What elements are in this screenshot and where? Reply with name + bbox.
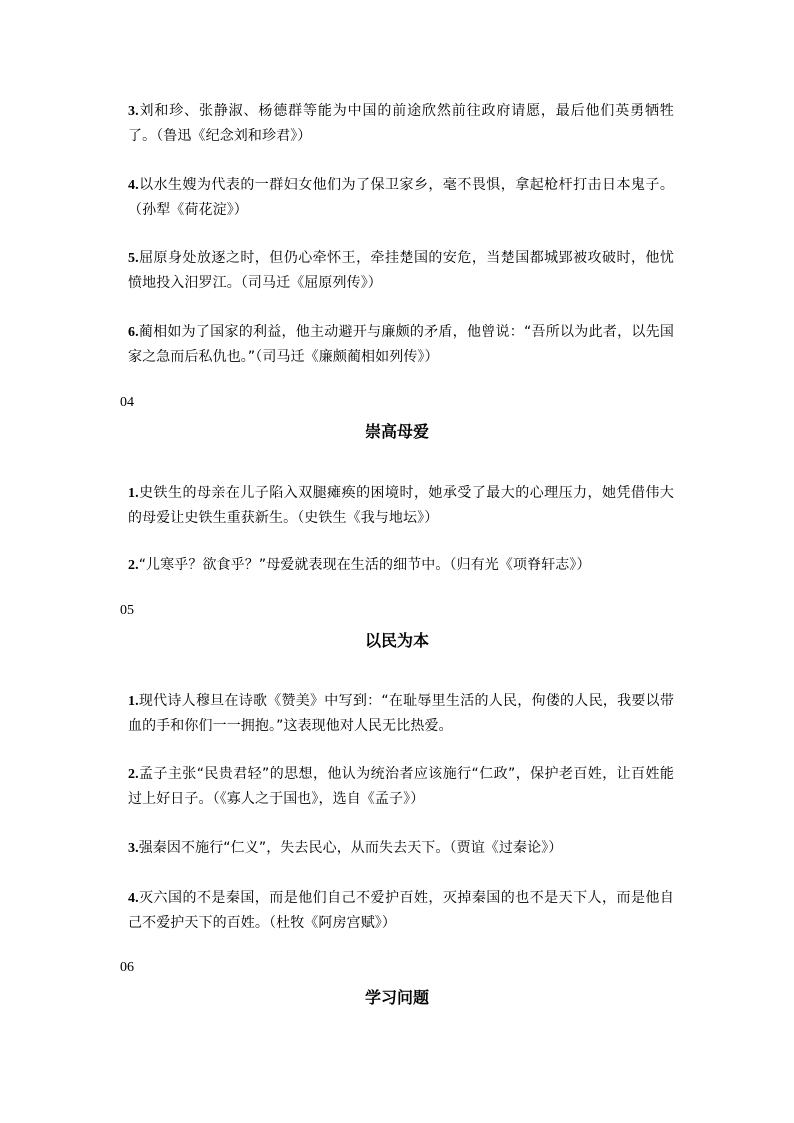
list-item	[128, 173, 674, 222]
list-item	[128, 886, 674, 935]
item-text: 史铁生的母亲在儿子陷入双腿瘫痪的困境时，她承受了最大的心理压力，她凭借伟大的母爱让史铁生重获新生。（史铁生《我与地坛》）	[128, 485, 674, 526]
list-item	[128, 246, 674, 295]
item-number: 3.	[128, 104, 139, 119]
item-number: 4.	[128, 178, 139, 193]
item-text: 强秦因不施行“仁义”，失去民心，从而失去天下。（贾谊《过秦论》）	[138, 840, 563, 856]
item-number: 1.	[128, 486, 139, 501]
section-heading: 以民为本	[364, 631, 429, 650]
item-number: 5.	[128, 251, 139, 266]
list-item	[128, 320, 674, 369]
section-number: 05	[120, 603, 134, 618]
item-text: 灭六国的不是秦国，而是他们自己不爱护百姓，灭掉秦国的也不是天下人，而是他自己不爱护天下的百姓。（杜牧《阿房宫赋》）	[128, 890, 674, 931]
item-text: “儿寒乎？欲食乎？”母爱就表现在生活的细节中。（归有光《项脊轩志》）	[138, 557, 591, 573]
item-number: 2.	[128, 558, 139, 573]
item-number: 2.	[128, 767, 139, 782]
item-number: 1.	[128, 694, 139, 709]
section-number: 04	[120, 395, 134, 410]
list-item	[128, 481, 674, 530]
item-text: 蔺相如为了国家的利益，他主动避开与廉颇的矛盾，他曾说：“吾所以为此者，以先国家之急而后私仇也。”（司马迁《廉颇蔺相如列传》）	[128, 324, 674, 365]
item-text: 刘和珍、张静淑、杨德群等能为中国的前途欣然前往政府请愿，最后他们英勇牺牲了。（鲁迅《纪念刘和珍君》）	[128, 103, 674, 144]
section-heading: 学习问题	[364, 988, 429, 1007]
section-heading: 崇高母爱	[364, 422, 429, 441]
item-number: 4.	[128, 891, 139, 906]
list-item	[128, 762, 674, 811]
item-number: 6.	[128, 325, 139, 340]
item-text: 孟子主张“民贵君轻”的思想，他认为统治者应该施行“仁政”，保护老百姓，让百姓能过上好日子。（《寡人之于国也》，选自《孟子》）	[128, 766, 674, 807]
item-text: 现代诗人穆旦在诗歌《赞美》中写到：“在耻辱里生活的人民，佝偻的人民，我要以带血的手和你们一一拥抱。”这表现他对人民无比热爱。	[128, 693, 674, 734]
section-number: 06	[120, 960, 134, 975]
list-item	[128, 99, 674, 148]
item-number: 3.	[128, 841, 139, 856]
list-item	[128, 553, 674, 578]
item-text: 以水生嫂为代表的一群妇女他们为了保卫家乡，毫不畏惧，拿起枪杆打击日本鬼子。（孙犁《荷花淀》）	[128, 177, 674, 218]
list-item	[128, 836, 674, 861]
list-item	[128, 689, 674, 738]
item-text: 屈原身处放逐之时，但仍心牵怀王，牵挂楚国的安危，当楚国都城郢被攻破时，他忧愤地投入汨罗江。（司马迁《屈原列传》）	[128, 250, 674, 291]
